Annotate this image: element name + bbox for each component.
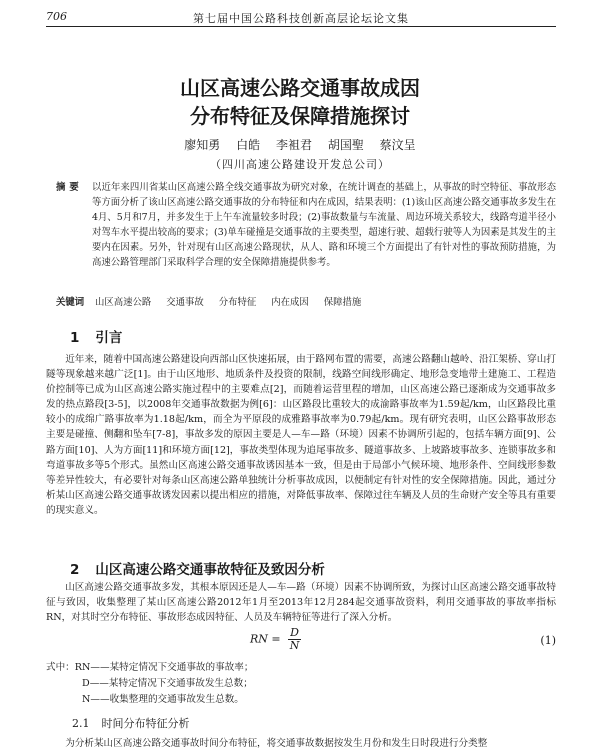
fraction: [288, 627, 301, 652]
section-number: 1: [70, 330, 80, 346]
keyword: 分布特征: [218, 297, 257, 308]
author: 李袓君: [275, 138, 312, 152]
numerator: D: [290, 626, 299, 639]
equation-lhs: RN =: [250, 632, 281, 646]
subsection-title: 时间分布特征分析: [101, 717, 190, 730]
section-number: 2: [70, 562, 80, 578]
section-2-text: 山区高速公路交通事故多发，其根本原因还是人—车—路（环境）因素不协调所致，为探讨山区高速公路交通事故特征与致因，收集整理了某山区高速公路2012年1月至2013年12月284起交通事故资料，利用交通事故的事故率指标RN，对其时空分布特征、事故形态成因特征、人员及车辆特征等进行了深入分析。: [46, 582, 556, 624]
keywords-label: 关键词: [56, 297, 85, 308]
subsection-2-1-heading: [72, 715, 190, 731]
running-header: [46, 8, 556, 27]
subsection-2-1-text: 为分析某山区高速公路交通事故时间分布特征，将交通事故数据按发生月份和发生日时段进行分类整: [65, 738, 488, 749]
definition-line: 式中：RN——某特定情况下交通事故的事故率；: [46, 662, 254, 673]
section-title: 山区高速公路交通事故特征及致因分析: [95, 562, 325, 578]
author-list: [0, 136, 600, 153]
subsection-number: 2.1: [72, 717, 90, 730]
section-1-text: 近年来，随着中国高速公路建设向西部山区快速拓展，由于路网布置的需要，高速公路翻山越岭、沿江架桥、穿山打隧等现象越来越广泛[1]。由于山区地形、地质条件及投资的限制，线路空间线形确定、地形急变地带土建施工、工程造价控制等已成为山区高速公路实施过程中的主要难点[2]，而随着运营里程的增加，山区高速公路已逐渐成为交通事故多发的热点路段[3-5]，以2008年交通事故数据为例[6]：山区路段比重较大的成渝路事故率为1.59起/km，山区路段比重较小的成绵广路事故率为1.18起/km，而全为平原段的成雅路事故率为0.79起/km。现有研究表明，山区公路事故形态主要是碰撞、侧翻和坠车[7-8]，事故多发的原因主要是人—车—路（环境）因素不协调所引起的，包括车辆方面[9]、公路方面[10]、人为方面[11]和环境方面[12]，事故类型体现为追尾事故多、隧道事故多、上坡路坡事故多、连锁事故多和弯道事故多等5个形式。虽然山区高速公路交通事故诱因基本一致，但是由于局部小气候环境、地形条件、空间线形参数等差异性较大，有必要针对每条山区高速公路单独统计分析事故成因，以便制定有针对性的安全保障措施。因此，通过分析某山区高速公路交通事故诱发因素以提出相应的措施，对降低事故率、保障过往车辆及人员的生命财产安全等具有重要的现实意义。: [46, 354, 556, 516]
author: 胡国聖: [327, 138, 364, 152]
section-title: 引言: [95, 330, 123, 346]
keywords: [56, 294, 556, 308]
equation: [250, 627, 301, 652]
abstract-text: 以近年来四川省某山区高速公路全线交通事故为研究对象，在统计调查的基础上，从事故的时空特征、事故形态等方面分析了该山区高速公路交通事故的分布特征和内在成因，结果表明：(1)该山区高速公路交通事故多发生在4月、5月和7月，并多发生于上午车流量较多时段；(2)事故数量与车流量、周边环境关系较大，线路弯道半径小对驾车水平提出较高的要求；(3)单车碰撞是交通事故的主要类型，超速行驶、超载行驶等人为因素是其发生的主要内在因素。另外，针对现有山区高速公路现状，从人、路和环境三个方面提出了有针对性的事故预防措施，为高速公路管理部门采取科学合理的安全保障措施提供参考。: [92, 182, 556, 268]
section-2-heading: [70, 558, 325, 578]
title-line-1: 山区高速公路交通事故成因: [180, 76, 420, 100]
abstract-label: 摘要: [56, 182, 83, 193]
affiliation: （四川高速公路建设开发总公司）: [210, 158, 390, 171]
keyword: 交通事故: [166, 297, 204, 308]
definition-line: D——某特定情况下交通事故发生总数；: [82, 678, 253, 689]
section-1-heading: [70, 326, 122, 346]
title-line-2: 分布特征及保障措施探讨: [190, 104, 410, 128]
author: 廖知勇: [184, 138, 221, 152]
paper-title: [0, 74, 600, 130]
journal-title: 第七届中国公路科技创新高层论坛论文集: [193, 12, 409, 25]
author: 蔡汶呈: [379, 138, 416, 152]
page-number: 706: [46, 10, 67, 23]
keyword: 山区高速公路: [94, 297, 152, 308]
author: 白皓: [236, 138, 261, 152]
equation-number: (1): [540, 634, 556, 647]
denominator: N: [289, 639, 300, 652]
keyword: 保障措施: [323, 297, 362, 308]
keyword: 内在成因: [271, 297, 309, 308]
definition-line: N——收集整理的交通事故发生总数。: [82, 694, 244, 705]
abstract: [56, 180, 556, 270]
